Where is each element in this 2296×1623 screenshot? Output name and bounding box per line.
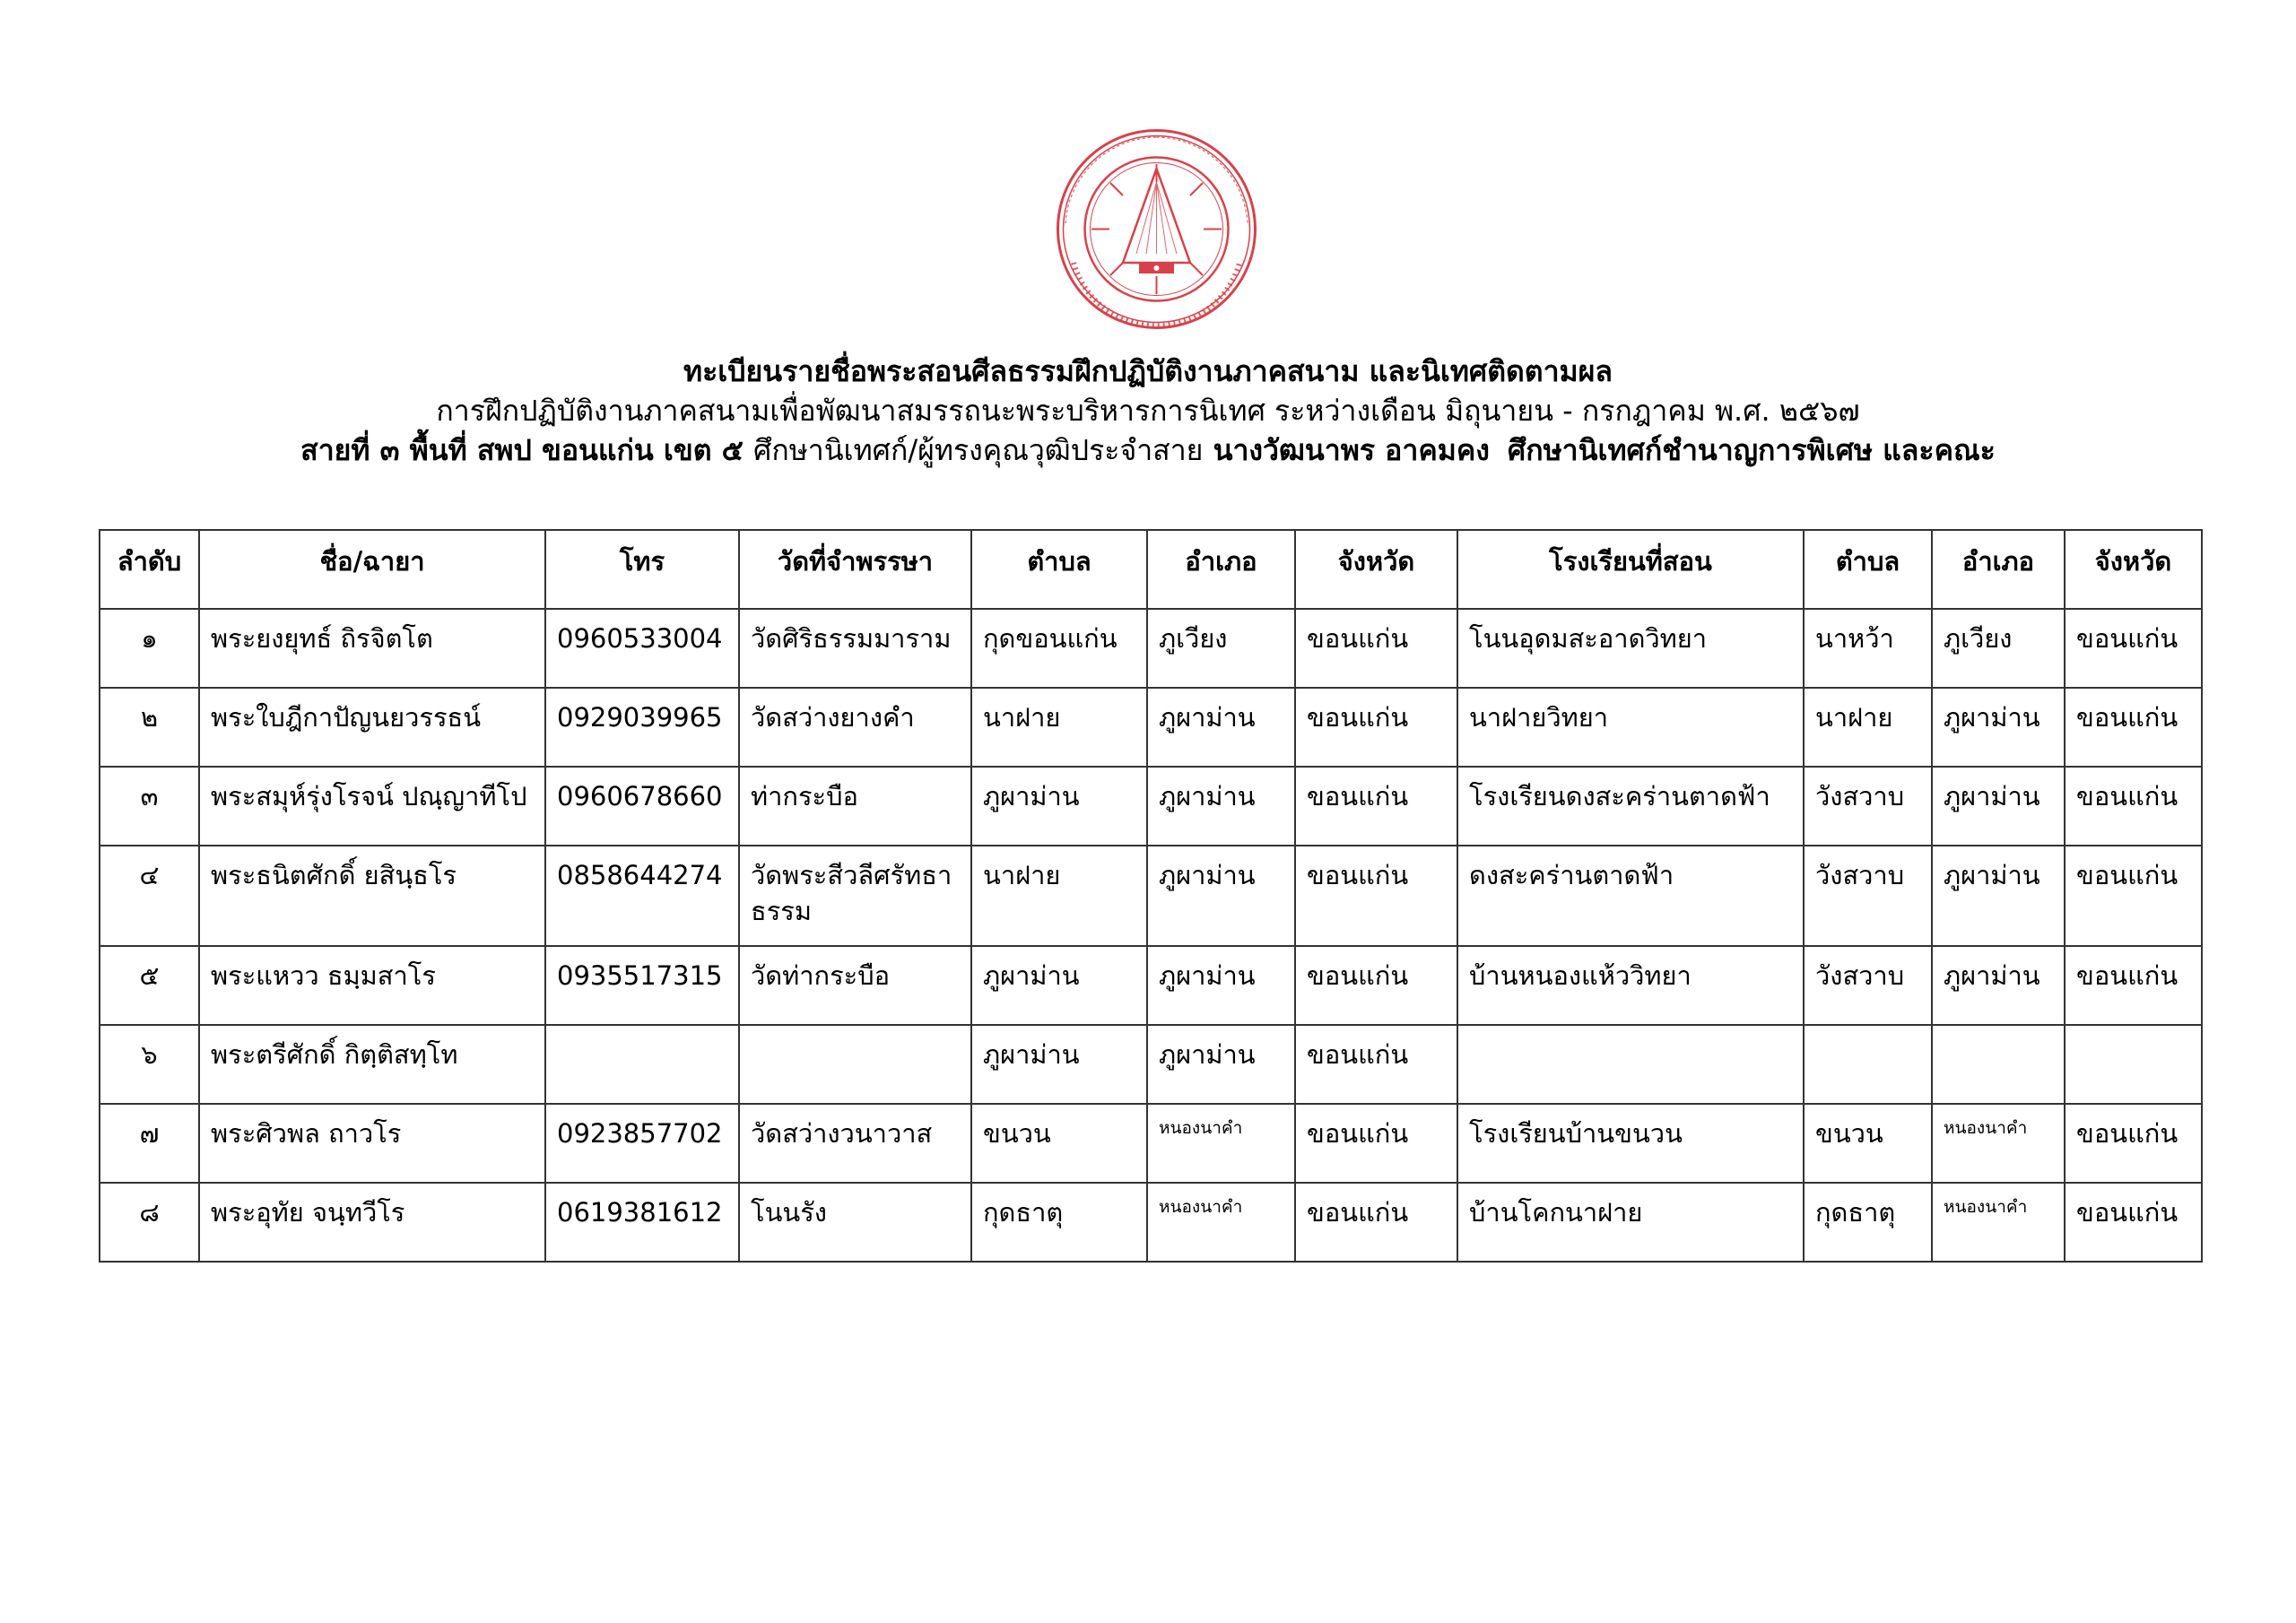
cell-temple [739, 1025, 971, 1104]
cell-name: พระธนิตศักดิ์ ยสินฺธโร [199, 846, 545, 946]
cell-phone: 0619381612 [545, 1183, 739, 1262]
cell-order: ๖ [100, 1025, 199, 1104]
cell-temple: โนนรัง [739, 1183, 971, 1262]
cell-school-subdistrict: นาหว้า [1804, 609, 1932, 688]
table-row [100, 767, 2202, 846]
cell-school-province: ขอนแก่น [2065, 1183, 2202, 1262]
cell-order: ๘ [100, 1183, 199, 1262]
col-header-school-district: อำเภอ [1932, 530, 2065, 609]
cell-district: หนองนาคำ [1147, 1183, 1295, 1262]
cell-phone: 0935517315 [545, 946, 739, 1025]
cell-school: โนนอุดมสะอาดวิทยา [1457, 609, 1804, 688]
cell-order: ๒ [100, 688, 199, 767]
cell-subdistrict: ภูผาม่าน [971, 1025, 1147, 1104]
cell-phone: 0960533004 [545, 609, 739, 688]
table-row [100, 846, 2202, 946]
cell-school: โรงเรียนบ้านขนวน [1457, 1104, 1804, 1183]
cell-subdistrict: นาฝาย [971, 688, 1147, 767]
cell-school-subdistrict: ขนวน [1804, 1104, 1932, 1183]
cell-province: ขอนแก่น [1295, 1025, 1457, 1104]
cell-district: ภูผาม่าน [1147, 946, 1295, 1025]
cell-school: บ้านโคกนาฝาย [1457, 1183, 1804, 1262]
cell-temple: วัดศิริธรรมมาราม [739, 609, 971, 688]
supervisor-name: นางวัฒนาพร อาคมคง [1213, 433, 1490, 467]
col-header-subdistrict: ตำบล [971, 530, 1147, 609]
cell-school-subdistrict [1804, 1025, 1932, 1104]
cell-school: บ้านหนองแห้ววิทยา [1457, 946, 1804, 1025]
cell-temple: วัดสว่างวนาวาส [739, 1104, 971, 1183]
cell-school: ดงสะคร่านตาดฟ้า [1457, 846, 1804, 946]
cell-district: ภูผาม่าน [1147, 1025, 1295, 1104]
cell-school-province: ขอนแก่น [2065, 846, 2202, 946]
cell-district: ภูผาม่าน [1147, 767, 1295, 846]
cell-temple: ท่ากระบือ [739, 767, 971, 846]
cell-phone: 0960678660 [545, 767, 739, 846]
document-subtitle: การฝึกปฏิบัติงานภาคสนามเพื่อพัฒนาสมรรถนะพระบริหารการนิเทศ ระหว่างเดือน มิถุนายน - กรกฎาคม พ.ศ. ๒๕๖๗ [436, 394, 1860, 428]
document-title: ทะเบียนรายชื่อพระสอนศีลธรรมฝึกปฏิบัติงานภาคสนาม และนิเทศติดตามผล [683, 354, 1613, 388]
cell-school-district: หนองนาคำ [1932, 1183, 2065, 1262]
cell-school-district: ภูผาม่าน [1932, 846, 2065, 946]
table-row [100, 1025, 2202, 1104]
cell-subdistrict: นาฝาย [971, 846, 1147, 946]
cell-school-province: ขอนแก่น [2065, 688, 2202, 767]
cell-province: ขอนแก่น [1295, 688, 1457, 767]
supervisor-role-label: ศึกษานิเทศก์/ผู้ทรงคุณวุฒิประจำสาย [753, 433, 1204, 467]
cell-school-district: หนองนาคำ [1932, 1104, 2065, 1183]
cell-province: ขอนแก่น [1295, 1183, 1457, 1262]
cell-district: ภูผาม่าน [1147, 846, 1295, 946]
cell-name: พระแหวว ธมฺมสาโร [199, 946, 545, 1025]
col-header-province: จังหวัด [1295, 530, 1457, 609]
cell-phone: 0858644274 [545, 846, 739, 946]
cell-subdistrict: กุดขอนแก่น [971, 609, 1147, 688]
cell-name: พระสมุห์รุ่งโรจน์ ปณฺญาทีโป [199, 767, 545, 846]
cell-province: ขอนแก่น [1295, 609, 1457, 688]
col-header-temple: วัดที่จำพรรษา [739, 530, 971, 609]
cell-subdistrict: กุดธาตุ [971, 1183, 1147, 1262]
table-row [100, 946, 2202, 1025]
cell-phone: 0923857702 [545, 1104, 739, 1183]
cell-phone [545, 1025, 739, 1104]
supervisor-position: ศึกษานิเทศก์ชำนาญการพิเศษ และคณะ [1507, 433, 1996, 467]
cell-subdistrict: ขนวน [971, 1104, 1147, 1183]
cell-name: พระตรีศักดิ์ กิตฺติสทฺโท [199, 1025, 545, 1104]
col-header-school: โรงเรียนที่สอน [1457, 530, 1804, 609]
cell-school-subdistrict: นาฝาย [1804, 688, 1932, 767]
cell-phone: 0929039965 [545, 688, 739, 767]
table-row [100, 1104, 2202, 1183]
cell-school-subdistrict: วังสวาบ [1804, 946, 1932, 1025]
cell-school-province: ขอนแก่น [2065, 767, 2202, 846]
table-row [100, 1183, 2202, 1262]
cell-school-province: ขอนแก่น [2065, 1104, 2202, 1183]
cell-order: ๓ [100, 767, 199, 846]
cell-school-province: ขอนแก่น [2065, 946, 2202, 1025]
cell-school-district: ภูเวียง [1932, 609, 2065, 688]
cell-district: ภูผาม่าน [1147, 688, 1295, 767]
table-header-row [100, 530, 2202, 609]
cell-province: ขอนแก่น [1295, 1104, 1457, 1183]
cell-school-district: ภูผาม่าน [1932, 767, 2065, 846]
cell-order: ๗ [100, 1104, 199, 1183]
cell-province: ขอนแก่น [1295, 767, 1457, 846]
route-info-line [0, 430, 2296, 470]
cell-province: ขอนแก่น [1295, 846, 1457, 946]
route-area: สายที่ ๓ พื้นที่ สพป ขอนแก่น เขต ๕ [300, 433, 744, 467]
cell-order: ๕ [100, 946, 199, 1025]
cell-school-district: ภูผาม่าน [1932, 946, 2065, 1025]
col-header-phone: โทร [545, 530, 739, 609]
cell-school: โรงเรียนดงสะคร่านตาดฟ้า [1457, 767, 1804, 846]
cell-temple: วัดท่ากระบือ [739, 946, 971, 1025]
cell-school [1457, 1025, 1804, 1104]
col-header-name: ชื่อ/ฉายา [199, 530, 545, 609]
col-header-school-province: จังหวัด [2065, 530, 2202, 609]
col-header-order: ลำดับ [100, 530, 199, 609]
cell-district: หนองนาคำ [1147, 1104, 1295, 1183]
cell-temple: วัดสว่างยางคำ [739, 688, 971, 767]
cell-school-province [2065, 1025, 2202, 1104]
cell-name: พระยงยุทธ์ ถิรจิตโต [199, 609, 545, 688]
cell-order: ๔ [100, 846, 199, 946]
cell-name: พระใบฎีกาปัญนยวรรธน์ [199, 688, 545, 767]
cell-name: พระศิวพล ถาวโร [199, 1104, 545, 1183]
cell-district: ภูเวียง [1147, 609, 1295, 688]
table-row [100, 688, 2202, 767]
col-header-district: อำเภอ [1147, 530, 1295, 609]
cell-province: ขอนแก่น [1295, 946, 1457, 1025]
cell-subdistrict: ภูผาม่าน [971, 946, 1147, 1025]
university-seal-icon [1056, 128, 1257, 330]
document-header [0, 352, 2296, 470]
cell-name: พระอุทัย จนฺทวีโร [199, 1183, 545, 1262]
cell-school-subdistrict: กุดธาตุ [1804, 1183, 1932, 1262]
col-header-school-subdistrict: ตำบล [1804, 530, 1932, 609]
cell-school-district: ภูผาม่าน [1932, 688, 2065, 767]
table-row [100, 609, 2202, 688]
cell-school-subdistrict: วังสวาบ [1804, 846, 1932, 946]
cell-order: ๑ [100, 609, 199, 688]
cell-subdistrict: ภูผาม่าน [971, 767, 1147, 846]
cell-school: นาฝายวิทยา [1457, 688, 1804, 767]
cell-school-province: ขอนแก่น [2065, 609, 2202, 688]
cell-school-district [1932, 1025, 2065, 1104]
cell-school-subdistrict: วังสวาบ [1804, 767, 1932, 846]
roster-table [99, 529, 2203, 1263]
cell-temple: วัดพระสีวลีศรัทธาธรรม [739, 846, 971, 946]
